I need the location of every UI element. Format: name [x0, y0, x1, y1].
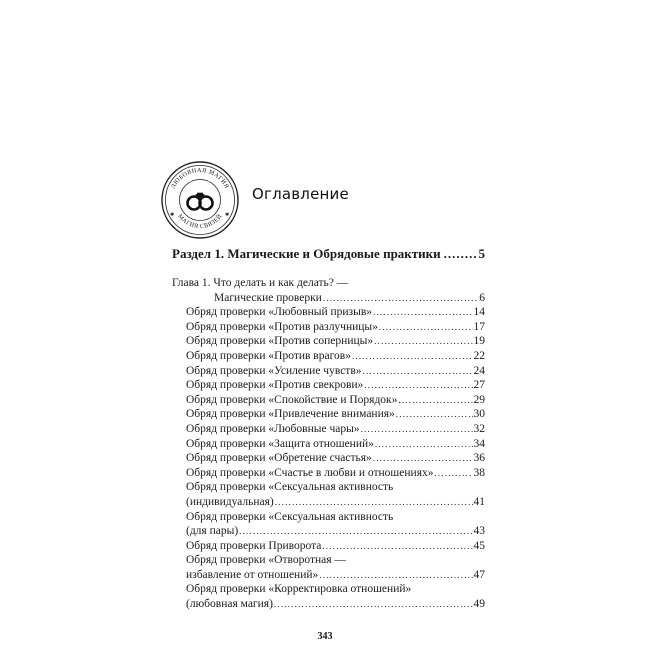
chapter-entry[interactable]: [172, 276, 485, 291]
entry-page: 6: [479, 291, 485, 304]
dot-leader: [444, 246, 476, 262]
entry-text: Магические проверки: [214, 291, 322, 304]
entry-text: Обряд проверки «Счастье в любви и отношениях»: [186, 466, 434, 479]
page-number: 343: [317, 631, 333, 642]
dot-leader: [434, 466, 472, 481]
toc-entry[interactable]: [172, 539, 485, 554]
toc-entry-continuation[interactable]: [172, 568, 485, 583]
toc-entry[interactable]: [172, 466, 485, 481]
dot-leader: [364, 378, 472, 393]
svg-text:МАГИЯ СВЯЗЕЙ: [176, 212, 223, 230]
seal-bottom-text: МАГИЯ СВЯЗЕЙ: [176, 212, 224, 231]
entry-text: (любовная магия): [186, 598, 273, 611]
entry-page: 17: [473, 320, 485, 333]
entry-text: Обряд проверки «Сексуальная активность: [186, 481, 394, 494]
dot-leader: [363, 364, 473, 379]
dot-leader: [274, 597, 473, 612]
dot-leader: [361, 422, 473, 437]
toc-entry[interactable]: [172, 422, 485, 437]
toc-entry-continuation[interactable]: [172, 495, 485, 510]
toc-entry[interactable]: [172, 393, 485, 408]
toc-entry[interactable]: [172, 320, 485, 335]
section-page-number: 5: [478, 246, 485, 261]
entry-page: 14: [473, 306, 485, 319]
entry-text: Обряд проверки Приворота: [186, 539, 322, 552]
entry-page: 29: [473, 393, 485, 406]
entry-page: 32: [473, 422, 485, 435]
entry-page: 24: [473, 364, 485, 377]
dot-leader: [239, 524, 472, 539]
seal-svg: [160, 160, 240, 240]
dot-leader: [319, 568, 472, 583]
entry-text: Обряд проверки «Любовный призыв»: [186, 306, 372, 319]
seal-top-text: ЛЮБОВНАЯ МАГИЯ: [169, 166, 231, 190]
dot-leader: [379, 320, 473, 335]
dot-leader: [374, 334, 472, 349]
toc-entry[interactable]: [172, 291, 485, 306]
toc-list: [172, 276, 485, 612]
entry-page: 43: [473, 525, 485, 538]
section-title: Раздел 1. Магические и Обрядовые практики: [172, 246, 441, 261]
entry-text: (для пары): [186, 525, 239, 538]
entry-text: Обряд проверки «Против врагов»: [186, 349, 351, 362]
entry-text: Обряд проверки «Против соперницы»: [186, 335, 374, 348]
entry-text: Обряд проверки «Против разлучницы»: [186, 320, 378, 333]
entry-text: (индивидуальная): [186, 495, 274, 508]
interlocked-gender-symbols-icon: [188, 194, 213, 210]
dot-leader: [398, 393, 472, 408]
entry-page: 38: [473, 466, 485, 479]
entry-text: Обряд проверки «Усиление чувств»: [186, 364, 362, 377]
dot-leader: [352, 349, 473, 364]
dot-leader: [323, 291, 478, 306]
toc-entry[interactable]: [172, 437, 485, 452]
dot-leader: [375, 437, 473, 452]
seal-right-star-icon: ✱: [225, 212, 230, 218]
entry-text: Обряд проверки «Против свекрови»: [186, 379, 364, 392]
toc-entry[interactable]: [172, 451, 485, 466]
toc-entry[interactable]: [172, 334, 485, 349]
entry-page: 47: [473, 568, 485, 581]
entry-page: 27: [473, 379, 485, 392]
section-entry[interactable]: [172, 246, 485, 262]
toc-entry-wrap[interactable]: [172, 582, 485, 597]
entry-page: 22: [473, 349, 485, 362]
toc-entry-wrap[interactable]: [172, 480, 485, 495]
toc-entry-continuation[interactable]: [172, 524, 485, 539]
entry-text: Обряд проверки «Отворотная —: [186, 554, 346, 567]
dot-leader: [373, 305, 473, 320]
entry-text: Обряд проверки «Любовные чары»: [186, 422, 360, 435]
seal-left-star-icon: ✱: [170, 212, 175, 218]
toc-entry[interactable]: [172, 349, 485, 364]
entry-page: 49: [473, 598, 485, 611]
dot-leader: [322, 539, 472, 554]
entry-page: 30: [473, 408, 485, 421]
entry-text: Обряд проверки «Обретение счастья»: [186, 452, 372, 465]
chapter-title: Глава 1. Что делать и как делать? —: [172, 277, 349, 289]
dot-leader: [396, 407, 473, 422]
dot-leader: [373, 451, 473, 466]
entry-page: 34: [473, 437, 485, 450]
entry-text: Обряд проверки «Спокойствие и Порядок»: [186, 393, 398, 406]
entry-text: Обряд проверки «Корректировка отношений»: [186, 583, 412, 596]
seal-emblem: [160, 160, 240, 240]
svg-text:ЛЮБОВНАЯ МАГИЯ: [170, 167, 230, 190]
entry-text: Обряд проверки «Привлечение внимания»: [186, 408, 395, 421]
page-title: Оглавление: [252, 185, 349, 203]
toc-entry-wrap[interactable]: [172, 553, 485, 568]
entry-page: 41: [473, 495, 485, 508]
toc-entry-continuation[interactable]: [172, 597, 485, 612]
toc-entry-wrap[interactable]: [172, 510, 485, 525]
toc-entry[interactable]: [172, 364, 485, 379]
entry-page: 45: [473, 539, 485, 552]
entry-text: Обряд проверки «Защита отношений»: [186, 437, 374, 450]
entry-text: избавление от отношений»: [186, 568, 319, 581]
toc-entry[interactable]: [172, 305, 485, 320]
entry-page: 19: [473, 335, 485, 348]
toc-entry[interactable]: [172, 378, 485, 393]
dot-leader: [275, 495, 473, 510]
entry-text: Обряд проверки «Сексуальная активность: [186, 510, 394, 523]
toc-entry[interactable]: [172, 407, 485, 422]
entry-page: 36: [473, 452, 485, 465]
